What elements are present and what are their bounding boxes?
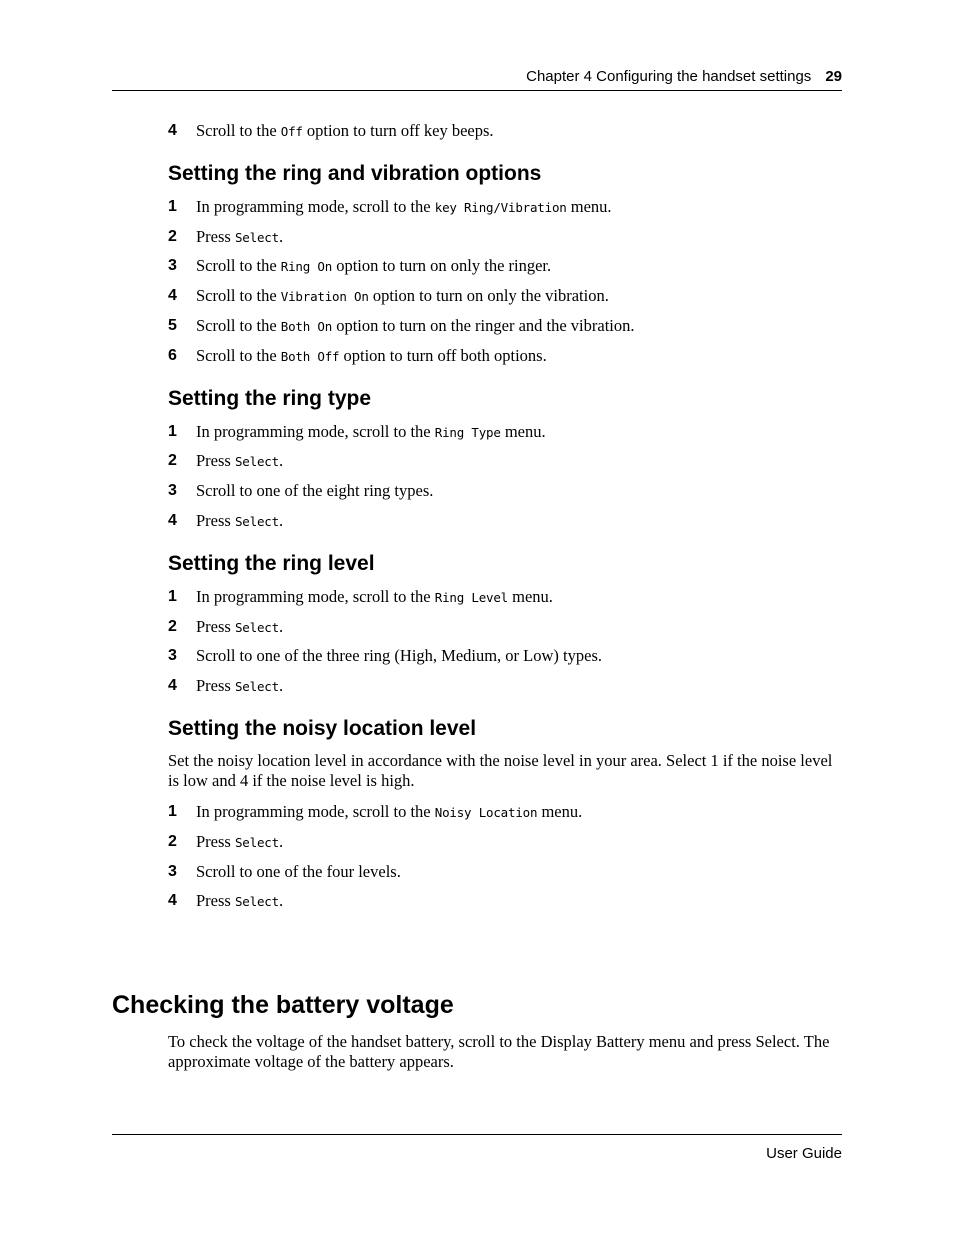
step-text: Scroll to the Both Off option to turn off both options. (196, 345, 547, 365)
step-item (168, 226, 842, 256)
step-text: Press Select. (196, 226, 284, 246)
running-header (112, 68, 842, 91)
step-text: In programming mode, scroll to the key Ring/Vibration menu. (196, 196, 612, 216)
battery-section (168, 1032, 842, 1082)
menu-code: Vibration On (280, 289, 369, 305)
step-number: 2 (168, 617, 177, 635)
step-item (168, 255, 842, 285)
step-number: 4 (168, 511, 177, 529)
step-text: Press Select. (196, 616, 284, 636)
section-heading-noisy-location: Setting the noisy location level (168, 716, 477, 740)
step-text: In programming mode, scroll to the Noisy Location menu. (196, 801, 583, 821)
step-number: 1 (168, 422, 177, 440)
menu-code: Select (234, 834, 279, 850)
main-content (168, 120, 842, 920)
menu-code: Select (234, 229, 279, 245)
step-item (168, 510, 842, 540)
step-text: Scroll to one of the three ring (High, Medium, or Low) types. (196, 646, 602, 666)
step-item (168, 196, 842, 226)
step-text: Press Select. (196, 831, 284, 851)
step-text: Scroll to the Both On option to turn on the ringer and the vibration. (196, 315, 635, 335)
running-footer (112, 1134, 842, 1162)
menu-code: Select (234, 619, 279, 635)
step-number: 4 (168, 287, 177, 305)
noisy-intro-paragraph: Set the noisy location level in accordance with the noise level in your area. Select 1 if the noise level is low and 4 if the noise level is high. (168, 750, 833, 790)
step-number: 5 (168, 316, 177, 334)
step-item (168, 421, 842, 451)
menu-code: Off (280, 124, 303, 139)
step-number: 4 (168, 122, 177, 139)
page-number: 29 (825, 68, 842, 85)
step-number: 2 (168, 452, 177, 470)
step-number: 1 (168, 197, 177, 215)
step-number: 3 (168, 257, 177, 275)
step-number: 4 (168, 892, 177, 910)
step-number: 2 (168, 227, 177, 245)
step-item (168, 861, 842, 891)
step-number: 3 (168, 862, 177, 880)
step-number: 6 (168, 346, 177, 364)
step-number: 1 (168, 587, 177, 605)
step-item (168, 480, 842, 510)
step-text: Press Select. (196, 891, 284, 911)
step-item (168, 315, 842, 345)
menu-code: key Ring/Vibration (434, 199, 567, 215)
step-item (168, 345, 842, 375)
step-number: 2 (168, 832, 177, 850)
step-text: Press Select. (196, 676, 284, 696)
step-item (168, 285, 842, 315)
section-heading-ring-type: Setting the ring type (168, 386, 372, 410)
section-heading-ring-level: Setting the ring level (168, 551, 375, 575)
battery-paragraph: To check the voltage of the handset battery, scroll to the Display Battery menu and press Select. The approximate voltage of the battery appears. (168, 1032, 830, 1071)
step-text: Scroll to one of the four levels. (196, 861, 401, 881)
step-item (168, 801, 842, 831)
menu-code: Select (234, 679, 279, 695)
step-item (168, 450, 842, 480)
step-item (168, 890, 842, 920)
menu-code: Select (234, 454, 279, 470)
step-text: Press Select. (196, 510, 284, 530)
step-text: Scroll to the Off option to turn off key beeps. (196, 121, 494, 140)
section-heading-ring-vibration: Setting the ring and vibration options (168, 161, 542, 185)
step-text: In programming mode, scroll to the Ring Type menu. (196, 421, 546, 441)
menu-code: Both Off (280, 348, 340, 364)
footer-text: User Guide (766, 1145, 842, 1162)
step-text: Press Select. (196, 451, 284, 471)
menu-code: Noisy Location (434, 804, 538, 820)
menu-code: Ring Level (434, 589, 509, 605)
step-list-ring-vibration (168, 196, 842, 375)
menu-code: Both On (280, 318, 333, 334)
step-item (168, 831, 842, 861)
step-number: 3 (168, 647, 177, 665)
step-text: Scroll to one of the eight ring types. (196, 481, 434, 501)
menu-code: Select (234, 894, 279, 910)
step-item (168, 586, 842, 616)
chapter-title: Chapter 4 Configuring the handset settings (526, 68, 812, 85)
step-number: 4 (168, 677, 177, 695)
step-text: In programming mode, scroll to the Ring Level menu. (196, 586, 553, 606)
menu-code: Ring Type (434, 424, 501, 440)
step-number: 1 (168, 802, 177, 820)
menu-code: Select (234, 513, 279, 529)
menu-code: Ring On (280, 259, 333, 275)
step-list-noisy-location (168, 801, 842, 920)
step-item (168, 120, 842, 150)
header-text (526, 68, 842, 85)
step-list-ring-level (168, 586, 842, 705)
step-text: Scroll to the Vibration On option to turn on only the vibration. (196, 286, 609, 306)
step-item (168, 645, 842, 675)
step-item (168, 675, 842, 705)
step-text: Scroll to the Ring On option to turn on only the ringer. (196, 256, 552, 276)
section-heading-battery: Checking the battery voltage (112, 991, 454, 1019)
step-list-ring-type (168, 421, 842, 540)
step-number: 3 (168, 482, 177, 500)
step-item (168, 616, 842, 646)
